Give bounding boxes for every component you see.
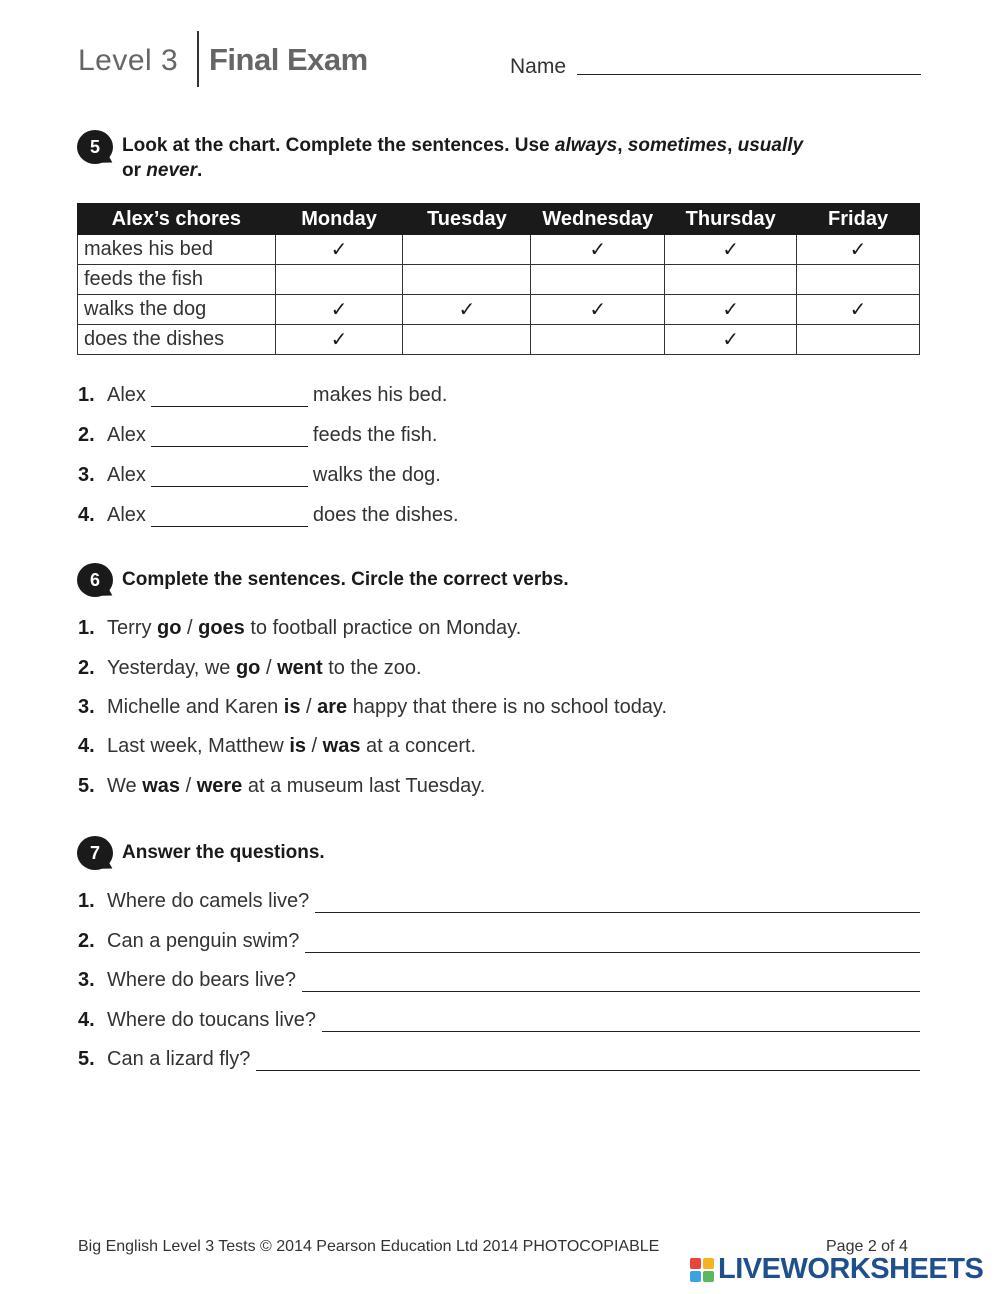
sentence-text: Yesterday, we (107, 657, 236, 679)
slash: / (300, 696, 318, 718)
sentence-text: Last week, Matthew (107, 735, 290, 757)
chore-cell: walks the dog (78, 295, 276, 325)
page-title: Final Exam (209, 42, 368, 77)
slash: / (260, 657, 278, 679)
table-row (78, 325, 920, 355)
question-number: 5. (78, 775, 95, 797)
check-cell: ✓ (275, 325, 403, 355)
table-row (78, 295, 920, 325)
sentence-text: at a museum last Tuesday. (242, 775, 486, 797)
period: . (196, 160, 203, 181)
chore-cell: makes his bed (78, 235, 276, 265)
list-item (78, 424, 437, 447)
question-text: walks the dog. (312, 464, 441, 486)
logo-block (703, 1271, 714, 1282)
chores-chart (77, 203, 920, 355)
chore-cell: feeds the fish (78, 265, 276, 295)
table-row (78, 235, 920, 265)
header-divider (197, 31, 199, 87)
list-item (78, 930, 920, 953)
section-7-badge: 7 (77, 836, 113, 870)
list-item (78, 464, 441, 487)
question-number: 4. (78, 1009, 95, 1031)
list-item (78, 969, 920, 992)
check-cell: ✓ (531, 295, 665, 325)
check-cell (275, 265, 403, 295)
list-item (78, 890, 920, 913)
question-text: Where do bears live? (107, 969, 296, 991)
question-number: 1. (78, 890, 95, 912)
word-sometimes: sometimes (627, 135, 728, 156)
check-cell (665, 265, 797, 295)
question-subject: Alex (107, 464, 146, 486)
verb-option[interactable]: is (289, 735, 306, 757)
verb-option[interactable]: go (235, 657, 261, 679)
question-number: 4. (78, 504, 95, 526)
list-item (78, 696, 667, 719)
question-subject: Alex (107, 424, 146, 446)
question-number: 5. (78, 1048, 95, 1070)
question-number: 2. (78, 657, 95, 679)
word-usually: usually (737, 135, 804, 156)
column-header: Wednesday (531, 204, 665, 235)
column-header: Alex’s chores (78, 204, 276, 235)
instruction-text: Look at the chart. Complete the sentences. Use (122, 135, 555, 156)
answer-line[interactable] (315, 892, 920, 913)
section-7-instruction: Answer the questions. (122, 842, 325, 863)
column-header: Monday (275, 204, 403, 235)
logo-blocks-icon (690, 1258, 714, 1282)
verb-option[interactable]: was (322, 735, 361, 757)
list-item (78, 775, 485, 798)
sentence-text: We (107, 775, 143, 797)
verb-option[interactable]: goes (198, 617, 245, 639)
check-cell (403, 325, 531, 355)
column-header: Friday (797, 204, 920, 235)
question-number: 2. (78, 424, 95, 446)
check-cell: ✓ (797, 235, 920, 265)
question-text: makes his bed. (312, 384, 448, 406)
answer-blank[interactable] (151, 466, 308, 487)
answer-line[interactable] (256, 1050, 920, 1071)
question-subject: Alex (107, 384, 146, 406)
sentence-text: happy that there is no school today. (347, 696, 668, 718)
instruction-text: or (122, 160, 147, 181)
section-6-instruction: Complete the sentences. Circle the correct verbs. (122, 569, 569, 590)
question-number: 1. (78, 384, 95, 406)
page-number: Page 2 of 4 (826, 1238, 908, 1255)
question-number: 3. (78, 696, 95, 718)
verb-option[interactable]: is (283, 696, 301, 718)
logo-block (703, 1258, 714, 1269)
check-cell (403, 235, 531, 265)
question-subject: Alex (107, 504, 146, 526)
section-5-instruction (122, 133, 922, 183)
column-header: Thursday (665, 204, 797, 235)
copyright-text: Big English Level 3 Tests © 2014 Pearson Education Ltd 2014 PHOTOCOPIABLE (78, 1238, 660, 1255)
check-cell (797, 265, 920, 295)
name-input-line[interactable] (577, 74, 921, 75)
word-always: always (554, 135, 618, 156)
check-cell (403, 265, 531, 295)
logo-text: LIVEWORKSHEETS (718, 1253, 984, 1285)
question-text: does the dishes. (312, 504, 459, 526)
list-item (78, 1048, 920, 1071)
question-text: Can a penguin swim? (107, 930, 300, 952)
chore-cell: does the dishes (78, 325, 276, 355)
sentence-text: at a concert. (360, 735, 477, 757)
logo-block (690, 1258, 701, 1269)
question-number: 4. (78, 735, 95, 757)
sentence-text: to football practice on Monday. (244, 617, 522, 639)
section-5-badge: 5 (77, 130, 113, 164)
check-cell: ✓ (665, 235, 797, 265)
list-item (78, 735, 476, 758)
question-text: Where do camels live? (107, 890, 310, 912)
check-cell (797, 325, 920, 355)
check-cell: ✓ (275, 295, 403, 325)
check-cell: ✓ (275, 235, 403, 265)
check-cell: ✓ (403, 295, 531, 325)
liveworksheets-logo[interactable] (690, 1253, 983, 1286)
answer-blank[interactable] (151, 426, 308, 447)
verb-option[interactable]: went (277, 657, 323, 679)
question-number: 1. (78, 617, 95, 639)
separator: , (617, 135, 628, 156)
separator: , (727, 135, 738, 156)
question-text: feeds the fish. (312, 424, 438, 446)
verb-option[interactable]: were (196, 775, 243, 797)
sentence-text: to the zoo. (322, 657, 422, 679)
answer-blank[interactable] (151, 506, 308, 527)
answer-line[interactable] (302, 971, 920, 992)
check-cell: ✓ (797, 295, 920, 325)
table-row (78, 265, 920, 295)
verb-option[interactable]: go (157, 617, 182, 639)
question-text: Can a lizard fly? (107, 1048, 251, 1070)
question-number: 2. (78, 930, 95, 952)
answer-line[interactable] (305, 932, 920, 953)
question-text: Where do toucans live? (107, 1009, 317, 1031)
list-item (78, 657, 422, 680)
check-cell: ✓ (531, 235, 665, 265)
column-header: Tuesday (403, 204, 531, 235)
verb-option[interactable]: was (142, 775, 181, 797)
slash: / (306, 735, 323, 757)
check-cell (531, 325, 665, 355)
table-header-row (78, 204, 920, 235)
answer-line[interactable] (322, 1011, 920, 1032)
slash: / (181, 617, 199, 639)
logo-block (690, 1271, 701, 1282)
check-cell: ✓ (665, 295, 797, 325)
list-item (78, 504, 459, 527)
answer-blank[interactable] (151, 386, 308, 407)
check-cell (531, 265, 665, 295)
list-item (78, 617, 521, 640)
question-number: 3. (78, 969, 95, 991)
section-6-badge: 6 (77, 563, 113, 597)
name-label: Name (510, 55, 567, 78)
sentence-text: Michelle and Karen (107, 696, 284, 718)
slash: / (180, 775, 197, 797)
list-item (78, 384, 447, 407)
word-never: never (146, 160, 197, 181)
level-label: Level 3 (78, 44, 179, 77)
check-cell: ✓ (665, 325, 797, 355)
list-item (78, 1009, 920, 1032)
question-number: 3. (78, 464, 95, 486)
verb-option[interactable]: are (317, 696, 348, 718)
sentence-text: Terry (107, 617, 157, 639)
